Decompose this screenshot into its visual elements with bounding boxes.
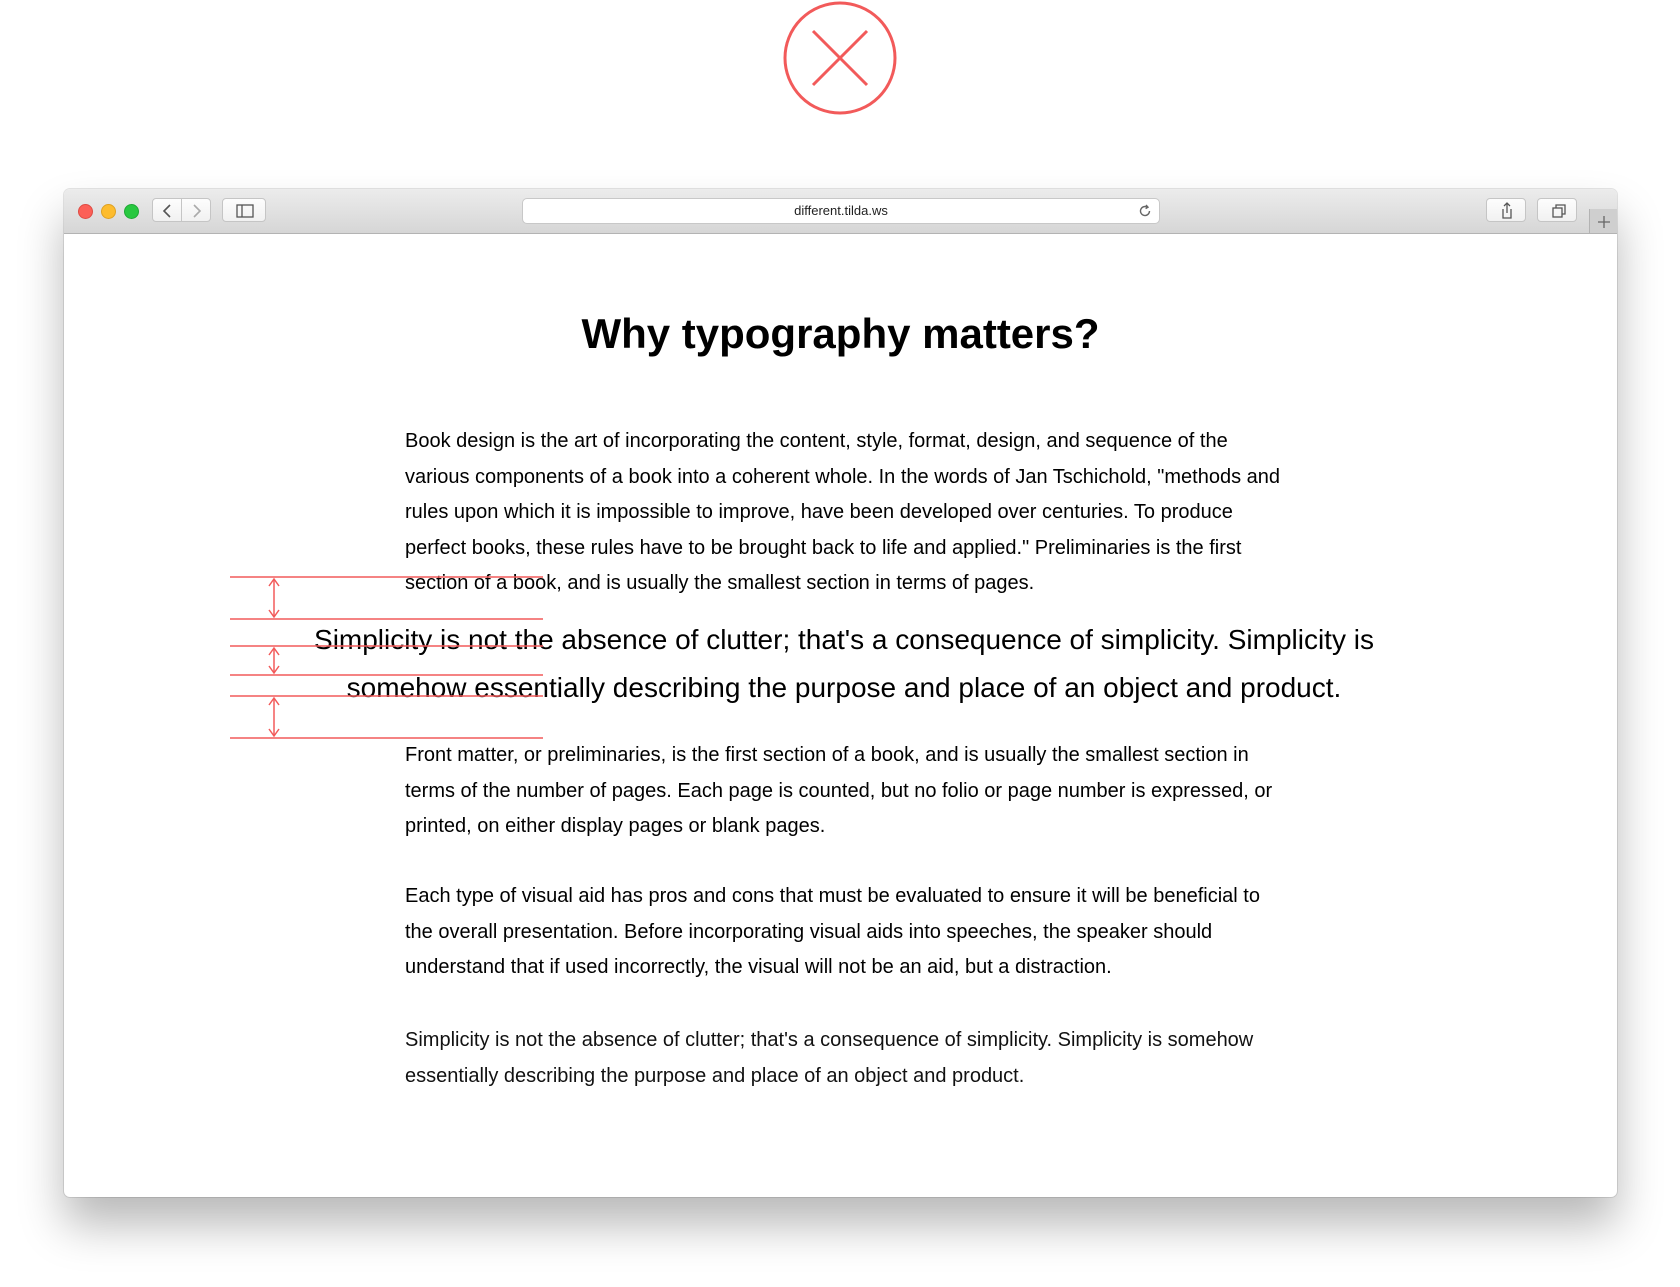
paragraph: Book design is the art of incorporating the content, style, format, design, and sequence of the various components of a book into a coherent whole. In the words of Jan Tschichold, "methods and rules upon which it is impossible to improve, have been developed over centuries. To produce perfect books, these rules have to be brought back to life and applied." Preliminaries is the first section of a book, and is usually the smallest section in terms of pages. (405, 430, 1281, 594)
paragraph: Front matter, or preliminaries, is the first section of a book, and is usually the smallest section in terms of the number of pages. Each page is counted, but no folio or page number is expressed, or printed, on either display pages or blank pages. (405, 744, 1273, 837)
reload-icon[interactable] (1137, 203, 1153, 219)
zoom-window-button[interactable] (124, 204, 139, 219)
chevron-left-icon (153, 199, 183, 223)
share-icon (1487, 199, 1527, 223)
paragraph: Simplicity is not the absence of clutter; that's a consequence of simplicity. Simplicity is somehow essentially describing the purpose and place of an object and product. (405, 1029, 1254, 1087)
chevron-right-icon (182, 199, 212, 223)
plus-icon (1590, 209, 1617, 233)
tabs-icon (1538, 199, 1578, 223)
page-title: Why typography matters? (581, 310, 1100, 357)
paragraph: Each type of visual aid has pros and cons that must be evaluated to ensure it will be beneficial to the overall presentation. Before incorporating visual aids into speeches, the speaker should understand that if used incorrectly, the visual will not be an aid, but a distraction. (405, 885, 1260, 978)
new-tab-button[interactable] (1589, 209, 1617, 233)
back-button[interactable] (152, 198, 182, 222)
browser-toolbar (64, 189, 1617, 234)
show-tabs-button[interactable] (1537, 198, 1577, 222)
sidebar-toggle-button[interactable] (222, 198, 266, 222)
share-button[interactable] (1486, 198, 1526, 222)
browser-window (64, 189, 1617, 1197)
x-circle-icon (782, 0, 898, 116)
address-bar[interactable] (522, 198, 1160, 224)
minimize-window-button[interactable] (101, 204, 116, 219)
sidebar-icon (223, 199, 267, 223)
forward-button[interactable] (181, 198, 211, 222)
pull-quote: Simplicity is not the absence of clutter; that's a consequence of simplicity. Simplicity is somehow essentially describing the purpose and place of an object and product. (314, 624, 1374, 703)
close-window-button[interactable] (78, 204, 93, 219)
url-text: different.tilda.ws (794, 203, 888, 218)
page-content (64, 234, 1617, 1197)
